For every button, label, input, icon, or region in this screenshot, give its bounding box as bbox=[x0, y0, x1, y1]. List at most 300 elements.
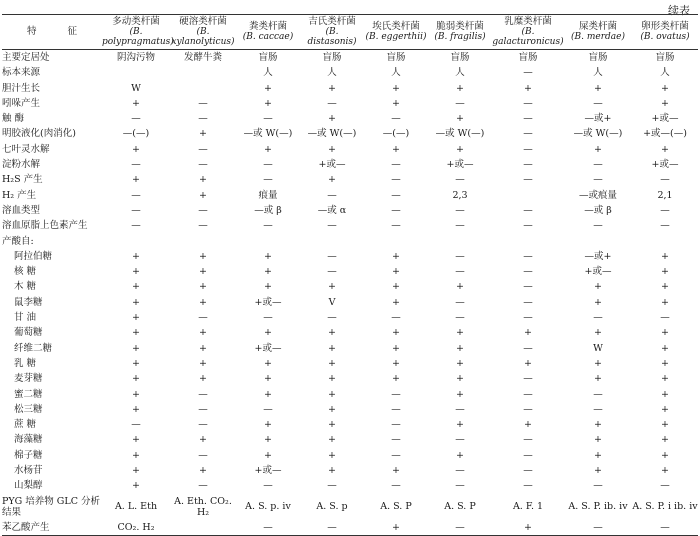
row-label: 产酸自: bbox=[2, 235, 34, 247]
row-label: PYG 培养物 GLC 分析结果 bbox=[2, 495, 100, 518]
table-cell: 盲肠 bbox=[588, 52, 608, 63]
table-cell: + bbox=[132, 342, 140, 354]
table-row bbox=[2, 111, 698, 126]
table-cell: — bbox=[300, 520, 364, 536]
table-cell: + bbox=[132, 143, 140, 155]
table-cell: — bbox=[263, 113, 273, 125]
table-cell: — bbox=[593, 174, 603, 186]
table-cell bbox=[170, 81, 236, 96]
table-cell: —或 W(—) bbox=[435, 128, 485, 140]
row-label: 山梨醇 bbox=[14, 480, 43, 492]
table-cell: — bbox=[523, 266, 533, 278]
table-cell: —或痕量 bbox=[578, 189, 617, 201]
table-cell: — bbox=[455, 434, 465, 446]
table-cell: — bbox=[428, 520, 492, 536]
table-cell: + bbox=[328, 373, 336, 385]
row-label: H₂ 产生 bbox=[2, 189, 37, 201]
table-cell: + bbox=[661, 327, 669, 339]
table-cell: — bbox=[523, 449, 533, 461]
table-cell: + bbox=[456, 357, 464, 369]
table-cell: — bbox=[198, 419, 208, 431]
table-cell: + bbox=[392, 296, 400, 308]
species-chinese-name: 多动类杆菌 bbox=[112, 16, 160, 27]
table-cell: + bbox=[661, 281, 669, 293]
table-cell: + bbox=[594, 281, 602, 293]
species-column-header bbox=[564, 15, 632, 50]
row-label: 麦芽糖 bbox=[14, 373, 43, 385]
table-cell: 人 bbox=[391, 67, 401, 79]
table-cell: + bbox=[328, 388, 336, 400]
table-cell: + bbox=[661, 373, 669, 385]
feature-column-header: 特 征 bbox=[2, 15, 102, 50]
table-cell bbox=[170, 234, 236, 249]
table-cell: + bbox=[264, 143, 272, 155]
table-cell: + bbox=[661, 342, 669, 354]
table-cell bbox=[492, 234, 564, 249]
table-cell: + bbox=[392, 97, 400, 109]
table-cell: +或—(—) bbox=[643, 128, 687, 140]
table-cell: + bbox=[661, 250, 669, 262]
table-cell: + bbox=[132, 357, 140, 369]
table-row bbox=[2, 203, 698, 218]
row-label: 淀粉水解 bbox=[2, 159, 41, 171]
table-cell bbox=[102, 65, 170, 80]
table-cell bbox=[564, 234, 632, 249]
table-cell: + bbox=[594, 434, 602, 446]
table-cell: 发酵牛粪 bbox=[183, 52, 222, 63]
table-cell: + bbox=[661, 419, 669, 431]
row-label: 七叶灵水解 bbox=[2, 143, 50, 155]
table-cell: — bbox=[593, 312, 603, 324]
row-label: 水杨苷 bbox=[14, 465, 43, 477]
species-latin-name: (B. distasonis) bbox=[307, 27, 357, 47]
table-cell: — bbox=[523, 113, 533, 125]
table-cell bbox=[300, 234, 364, 249]
row-label: 蔗 糖 bbox=[14, 419, 37, 431]
table-cell: — bbox=[263, 220, 273, 232]
table-cell: A. S. P bbox=[444, 501, 476, 513]
row-label: 胆汁生长 bbox=[2, 82, 41, 94]
table-cell: + bbox=[594, 449, 602, 461]
table-cell bbox=[364, 234, 428, 249]
table-row bbox=[2, 463, 698, 478]
table-row bbox=[2, 142, 698, 157]
table-cell: + bbox=[661, 403, 669, 415]
table-cell: — bbox=[455, 266, 465, 278]
continued-label: 续表 bbox=[668, 4, 690, 17]
table-cell: — bbox=[593, 480, 603, 492]
table-cell: + bbox=[264, 97, 272, 109]
table-cell: + bbox=[264, 266, 272, 278]
table-cell: + bbox=[594, 373, 602, 385]
table-row bbox=[2, 387, 698, 402]
table-cell: — bbox=[523, 97, 533, 109]
row-label: 木 糖 bbox=[14, 281, 37, 293]
table-cell: —(—) bbox=[122, 128, 150, 140]
table-cell: + bbox=[199, 327, 207, 339]
table-cell: — bbox=[523, 480, 533, 492]
table-row bbox=[2, 81, 698, 96]
table-cell: — bbox=[263, 174, 273, 186]
table-cell: + bbox=[392, 82, 400, 94]
table-cell: A. F. 1 bbox=[512, 501, 544, 513]
table-cell: — bbox=[523, 220, 533, 232]
table-cell: 盲肠 bbox=[386, 52, 406, 63]
table-cell: + bbox=[328, 82, 336, 94]
table-cell: 人 bbox=[593, 67, 603, 79]
row-label: 溶血类型 bbox=[2, 204, 41, 216]
table-cell: — bbox=[455, 174, 465, 186]
table-cell: + bbox=[661, 266, 669, 278]
table-cell: + bbox=[132, 327, 140, 339]
table-cell: — bbox=[523, 403, 533, 415]
table-cell: — bbox=[131, 204, 141, 216]
row-label: 乳 糖 bbox=[14, 357, 37, 369]
table-cell: — bbox=[523, 281, 533, 293]
table-cell: + bbox=[456, 143, 464, 155]
table-cell: A. L. Eth bbox=[114, 501, 158, 513]
row-label: 葡萄糖 bbox=[14, 327, 43, 339]
species-chinese-name: 吉氏类杆菌 bbox=[308, 16, 356, 27]
table-cell: + bbox=[456, 449, 464, 461]
table-cell: — bbox=[263, 159, 273, 171]
table-cell: + bbox=[661, 82, 669, 94]
table-cell: — bbox=[564, 520, 632, 536]
species-chinese-name: 粪类杆菌 bbox=[248, 21, 287, 32]
row-label: 蜜二糖 bbox=[14, 388, 43, 400]
table-body bbox=[2, 50, 698, 536]
table-cell: A. S. p. iv bbox=[245, 501, 291, 513]
table-cell: + bbox=[328, 113, 336, 125]
table-cell: + bbox=[594, 465, 602, 477]
table-cell: — bbox=[523, 342, 533, 354]
table-cell: —或 β bbox=[584, 204, 612, 216]
table-cell: + bbox=[392, 327, 400, 339]
table-cell: — bbox=[523, 204, 533, 216]
table-cell: + bbox=[199, 296, 207, 308]
table-cell: +或— bbox=[651, 113, 679, 125]
table-cell: — bbox=[660, 204, 670, 216]
table-cell: —或 W(—) bbox=[573, 128, 623, 140]
table-cell: + bbox=[199, 250, 207, 262]
table-cell: + bbox=[661, 143, 669, 155]
table-cell: — bbox=[660, 312, 670, 324]
table-cell: — bbox=[593, 97, 603, 109]
row-label: 吲哚产生 bbox=[2, 97, 41, 109]
table-cell: + bbox=[524, 357, 532, 369]
species-latin-name: (B. fragilis) bbox=[434, 32, 486, 42]
table-cell: + bbox=[132, 281, 140, 293]
table-cell: — bbox=[263, 480, 273, 492]
table-row bbox=[2, 96, 698, 111]
table-cell bbox=[170, 65, 236, 80]
table-cell: + bbox=[328, 327, 336, 339]
table-row bbox=[2, 279, 698, 294]
table-cell: + bbox=[328, 465, 336, 477]
table-cell: — bbox=[391, 113, 401, 125]
table-cell: + bbox=[328, 357, 336, 369]
table-cell: + bbox=[199, 266, 207, 278]
table-cell: + bbox=[132, 266, 140, 278]
table-cell: + bbox=[132, 449, 140, 461]
table-cell: + bbox=[392, 281, 400, 293]
table-cell: A. Eth. CO₂. H₂ bbox=[174, 495, 232, 518]
table-header-row bbox=[2, 15, 698, 50]
species-chinese-name: 卵形类杆菌 bbox=[641, 21, 689, 32]
table-cell: A. S. P. i ib. iv bbox=[632, 501, 698, 513]
table-cell bbox=[236, 234, 300, 249]
table-row bbox=[2, 264, 698, 279]
table-row bbox=[2, 371, 698, 386]
table-cell: 盲肠 bbox=[322, 52, 342, 63]
table-cell: — bbox=[198, 159, 208, 171]
table-row bbox=[2, 417, 698, 432]
row-label: 海藻糖 bbox=[14, 434, 43, 446]
table-cell: + bbox=[328, 281, 336, 293]
species-column-header bbox=[632, 15, 698, 50]
species-column-header bbox=[236, 15, 300, 50]
species-latin-name: (B. ovatus) bbox=[640, 32, 690, 42]
table-cell: — bbox=[327, 266, 337, 278]
table-cell: + bbox=[328, 403, 336, 415]
table-row bbox=[2, 249, 698, 264]
table-cell: + bbox=[661, 465, 669, 477]
table-cell: W bbox=[131, 82, 141, 94]
table-cell: + bbox=[132, 465, 140, 477]
table-cell: —或+ bbox=[584, 250, 612, 262]
table-cell: —或 W(—) bbox=[307, 128, 357, 140]
table-cell bbox=[492, 188, 564, 203]
table-row bbox=[2, 310, 698, 325]
table-cell: + bbox=[264, 449, 272, 461]
table-cell: —或+ bbox=[584, 113, 612, 125]
table-cell: —(—) bbox=[382, 128, 410, 140]
table-cell: — bbox=[455, 465, 465, 477]
table-cell: + bbox=[199, 281, 207, 293]
species-latin-name: (B. polypragmatus) bbox=[102, 27, 174, 47]
table-cell: + bbox=[364, 520, 428, 536]
table-cell: — bbox=[455, 312, 465, 324]
table-cell: — bbox=[523, 434, 533, 446]
table-cell: + bbox=[199, 174, 207, 186]
table-row bbox=[2, 157, 698, 172]
species-column-header bbox=[102, 15, 174, 50]
table-row bbox=[2, 478, 698, 493]
species-chinese-name: 屎类杆菌 bbox=[578, 21, 617, 32]
table-cell: — bbox=[523, 388, 533, 400]
table-cell: +或— bbox=[254, 342, 282, 354]
row-label: 松三糖 bbox=[14, 403, 43, 415]
table-cell: + bbox=[328, 419, 336, 431]
table-cell: + bbox=[132, 403, 140, 415]
table-cell: +或— bbox=[254, 296, 282, 308]
table-cell: + bbox=[132, 480, 140, 492]
table-cell: — bbox=[593, 159, 603, 171]
table-cell: — bbox=[523, 465, 533, 477]
table-row bbox=[2, 325, 698, 340]
table-cell: 人 bbox=[660, 67, 670, 79]
table-cell: + bbox=[524, 327, 532, 339]
table-cell: — bbox=[327, 250, 337, 262]
table-cell: + bbox=[264, 357, 272, 369]
row-label: H₂S 产生 bbox=[2, 174, 43, 186]
table-row bbox=[2, 341, 698, 356]
table-cell: + bbox=[661, 388, 669, 400]
table-cell: + bbox=[328, 434, 336, 446]
table-cell: + bbox=[199, 342, 207, 354]
table-cell: — bbox=[523, 159, 533, 171]
row-label: 标本来源 bbox=[2, 67, 41, 79]
table-cell: + bbox=[328, 449, 336, 461]
table-cell bbox=[428, 234, 492, 249]
table-cell: — bbox=[131, 220, 141, 232]
table-row bbox=[2, 295, 698, 310]
table-cell: + bbox=[199, 373, 207, 385]
table-cell: 痕量 bbox=[258, 189, 278, 201]
table-cell: 人 bbox=[263, 67, 273, 79]
table-cell: — bbox=[391, 419, 401, 431]
table-cell: + bbox=[456, 327, 464, 339]
table-cell: + bbox=[132, 174, 140, 186]
table-row bbox=[2, 356, 698, 371]
species-latin-name: (B. xylanolyticus) bbox=[171, 27, 235, 47]
table-row bbox=[2, 50, 698, 66]
table-cell: + bbox=[456, 113, 464, 125]
table-cell: + bbox=[199, 189, 207, 201]
table-cell: — bbox=[198, 403, 208, 415]
table-cell: — bbox=[391, 388, 401, 400]
table-cell: + bbox=[132, 373, 140, 385]
species-chinese-name: 硬溶类杆菌 bbox=[179, 16, 227, 27]
table-cell: — bbox=[455, 250, 465, 262]
table-cell: +或— bbox=[446, 159, 474, 171]
table-cell: — bbox=[327, 312, 337, 324]
table-row bbox=[2, 218, 698, 233]
species-column-header bbox=[364, 15, 428, 50]
table-cell: + bbox=[264, 250, 272, 262]
table-cell: + bbox=[199, 465, 207, 477]
table-cell: + bbox=[661, 97, 669, 109]
table-cell: + bbox=[392, 357, 400, 369]
table-cell: — bbox=[455, 204, 465, 216]
table-cell: + bbox=[264, 434, 272, 446]
table-cell: + bbox=[328, 174, 336, 186]
table-cell: 人 bbox=[327, 67, 337, 79]
table-cell: + bbox=[524, 82, 532, 94]
table-row bbox=[2, 520, 698, 536]
table-cell: — bbox=[236, 520, 300, 536]
table-cell: + bbox=[594, 143, 602, 155]
table-cell: — bbox=[391, 220, 401, 232]
table-cell: + bbox=[132, 388, 140, 400]
table-cell bbox=[102, 234, 170, 249]
table-cell: — bbox=[327, 97, 337, 109]
table-cell: — bbox=[455, 403, 465, 415]
row-label: 阿拉伯糖 bbox=[14, 250, 53, 262]
table-row bbox=[2, 188, 698, 203]
table-cell: — bbox=[455, 296, 465, 308]
table-cell: + bbox=[328, 143, 336, 155]
table-cell: +或— bbox=[254, 465, 282, 477]
table-cell: +或— bbox=[318, 159, 346, 171]
table-cell: — bbox=[327, 480, 337, 492]
table-cell: — bbox=[455, 480, 465, 492]
table-cell: +或— bbox=[651, 159, 679, 171]
table-cell: — bbox=[632, 520, 698, 536]
row-label: 甘 油 bbox=[14, 312, 37, 324]
table-cell: 2,1 bbox=[657, 189, 673, 201]
table-cell: — bbox=[391, 449, 401, 461]
species-column-header bbox=[492, 15, 564, 50]
table-cell: + bbox=[264, 281, 272, 293]
table-cell: — bbox=[327, 189, 337, 201]
table-cell: + bbox=[132, 434, 140, 446]
table-cell: + bbox=[392, 373, 400, 385]
table-cell: + bbox=[264, 419, 272, 431]
table-cell: A. S. P. ib. iv bbox=[568, 501, 628, 513]
table-cell: A. S. P bbox=[380, 501, 412, 513]
table-cell: + bbox=[132, 250, 140, 262]
table-cell: 盲肠 bbox=[518, 52, 538, 63]
table-cell: 人 bbox=[455, 67, 465, 79]
table-cell: + bbox=[524, 419, 532, 431]
table-cell: + bbox=[392, 266, 400, 278]
table-cell: — bbox=[198, 113, 208, 125]
species-column-header bbox=[170, 15, 236, 50]
table-cell: — bbox=[198, 312, 208, 324]
table-cell: — bbox=[593, 388, 603, 400]
table-cell: — bbox=[198, 97, 208, 109]
table-row bbox=[2, 234, 698, 249]
table-row bbox=[2, 448, 698, 463]
table-row bbox=[2, 172, 698, 187]
table-cell: W bbox=[593, 342, 603, 354]
table-cell: + bbox=[661, 357, 669, 369]
table-cell: — bbox=[131, 159, 141, 171]
table-cell: + bbox=[199, 434, 207, 446]
table-cell: — bbox=[391, 434, 401, 446]
table-cell: + bbox=[661, 434, 669, 446]
row-label: 纤维二糖 bbox=[14, 342, 53, 354]
table-cell: — bbox=[523, 250, 533, 262]
table-cell: — bbox=[198, 480, 208, 492]
table-cell: + bbox=[594, 82, 602, 94]
table-cell: — bbox=[660, 480, 670, 492]
table-cell bbox=[170, 520, 236, 536]
table-cell: — bbox=[523, 296, 533, 308]
table-cell: — bbox=[131, 189, 141, 201]
table-cell: + bbox=[456, 419, 464, 431]
row-label: 溶血原脂上色素产生 bbox=[2, 220, 88, 232]
table-cell bbox=[632, 234, 698, 249]
table-cell: — bbox=[131, 113, 141, 125]
species-chinese-name: 埃氏类杆菌 bbox=[372, 21, 420, 32]
table-cell: — bbox=[593, 220, 603, 232]
table-cell: + bbox=[456, 342, 464, 354]
table-cell: 盲肠 bbox=[655, 52, 675, 63]
table-cell: 2,3 bbox=[452, 189, 468, 201]
table-cell: — bbox=[198, 388, 208, 400]
table-cell: + bbox=[594, 327, 602, 339]
table-cell: — bbox=[523, 373, 533, 385]
table-cell: — bbox=[391, 189, 401, 201]
table-cell: + bbox=[456, 82, 464, 94]
row-label: 核 糖 bbox=[14, 266, 37, 278]
species-latin-name: (B. caccae) bbox=[242, 32, 294, 42]
species-chinese-name: 乳糜类杆菌 bbox=[504, 16, 552, 27]
row-label: 苯乙酸产生 bbox=[2, 520, 102, 536]
table-row bbox=[2, 65, 698, 80]
